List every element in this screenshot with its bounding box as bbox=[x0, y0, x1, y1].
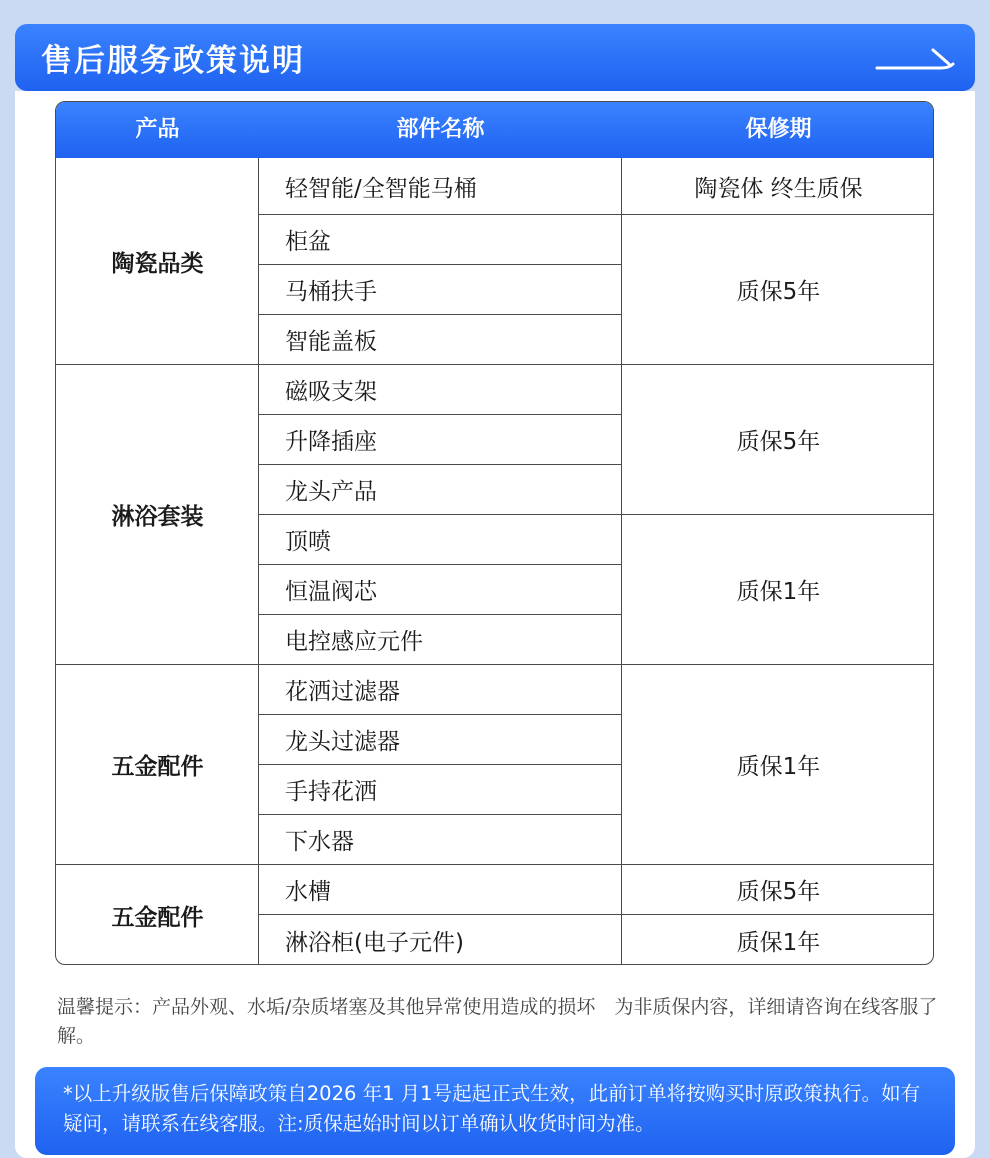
warranty-sink-5y: 质保5年 bbox=[736, 878, 821, 905]
part-shower-cabinet: 淋浴柜(电子元件) bbox=[285, 929, 464, 956]
warranty-shower-1y: 质保1年 bbox=[736, 578, 821, 605]
part-cabinet-basin: 柜盆 bbox=[285, 228, 331, 255]
product-ceramic: 陶瓷品类 bbox=[111, 250, 204, 277]
product-hardware: 五金配件 bbox=[111, 753, 204, 780]
grid-line bbox=[56, 664, 934, 665]
column-header-warranty: 保修期 bbox=[745, 117, 812, 142]
swoosh-decoration-icon bbox=[875, 42, 955, 72]
grid-line bbox=[259, 214, 934, 215]
column-header-product: 产品 bbox=[135, 117, 180, 142]
grid-line bbox=[259, 414, 622, 415]
grid-line bbox=[56, 364, 934, 365]
grid-line bbox=[259, 814, 622, 815]
warranty-hardware-1y: 质保1年 bbox=[736, 753, 821, 780]
part-toilet-handrail: 马桶扶手 bbox=[285, 278, 377, 305]
grid-line bbox=[259, 514, 934, 515]
warranty-ceramic-5y: 质保5年 bbox=[736, 278, 821, 305]
page-title: 售后服务政策说明 bbox=[41, 43, 305, 79]
grid-line bbox=[56, 864, 934, 865]
grid-line bbox=[259, 264, 622, 265]
grid-line bbox=[259, 914, 934, 915]
policy-banner bbox=[35, 1067, 955, 1155]
part-drain: 下水器 bbox=[285, 828, 354, 855]
part-shower-filter: 花洒过滤器 bbox=[285, 678, 400, 705]
part-faucet-filter: 龙头过滤器 bbox=[285, 728, 400, 755]
part-smart-cover: 智能盖板 bbox=[285, 328, 377, 355]
warranty-cabinet-1y: 质保1年 bbox=[736, 929, 821, 956]
part-sink: 水槽 bbox=[285, 878, 331, 905]
part-top-shower: 顶喷 bbox=[285, 528, 331, 555]
warm-tip-note: 温馨提示：产品外观、水垢/杂质堵塞及其他异常使用造成的损坏 为非质保内容，详细请咨询在线客服了解。 bbox=[57, 996, 938, 1047]
grid-line bbox=[259, 764, 622, 765]
part-thermostatic-valve: 恒温阀芯 bbox=[285, 578, 377, 605]
grid-line bbox=[259, 714, 622, 715]
warranty-table bbox=[55, 101, 934, 965]
policy-banner-text: *以上升级版售后保障政策自2026 年1 月1号起起正式生效，此前订单将按购买时原政策执行。如有疑问，请联系在线客服。注:质保起始时间以订单确认收货时间为准。 bbox=[63, 1082, 921, 1135]
warranty-shower-5y: 质保5年 bbox=[736, 428, 821, 455]
warranty-ceramic-lifetime: 陶瓷体 终生质保 bbox=[694, 175, 863, 202]
part-magnetic-bracket: 磁吸支架 bbox=[285, 378, 377, 405]
header-bar bbox=[15, 24, 975, 91]
part-sensor-element: 电控感应元件 bbox=[285, 628, 423, 655]
part-smart-toilet: 轻智能/全智能马桶 bbox=[285, 175, 477, 202]
grid-line bbox=[621, 158, 622, 965]
product-shower-set: 淋浴套装 bbox=[111, 503, 204, 530]
grid-line bbox=[259, 314, 622, 315]
grid-line bbox=[259, 464, 622, 465]
part-faucet: 龙头产品 bbox=[285, 478, 377, 505]
product-hardware-2: 五金配件 bbox=[111, 904, 204, 931]
grid-line bbox=[258, 158, 259, 965]
table-header bbox=[56, 102, 934, 158]
grid-line bbox=[259, 564, 622, 565]
part-hand-shower: 手持花洒 bbox=[285, 778, 377, 805]
grid-line bbox=[259, 614, 622, 615]
part-lift-socket: 升降插座 bbox=[285, 428, 377, 455]
column-header-part: 部件名称 bbox=[396, 117, 485, 142]
